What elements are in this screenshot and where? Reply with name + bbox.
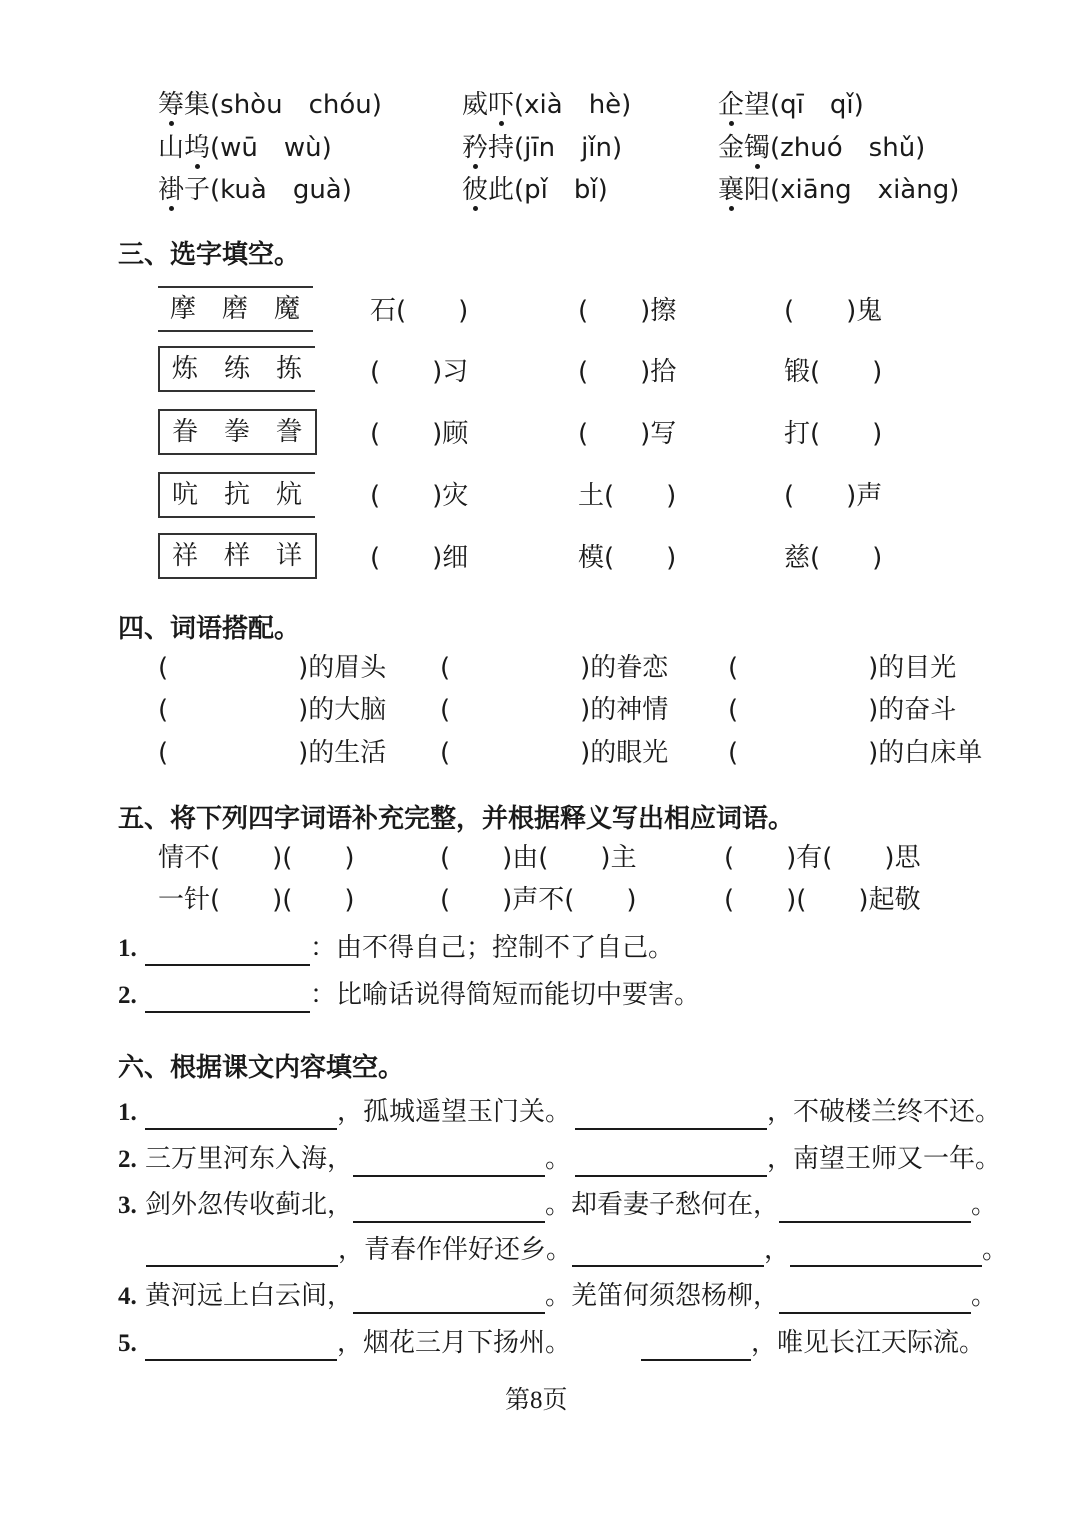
answer-blank — [145, 1104, 337, 1130]
answer-blank — [779, 1288, 971, 1314]
definition-line — [118, 931, 674, 966]
match-item: ( )的生活 — [158, 738, 387, 768]
char-box — [158, 472, 315, 518]
match-item: ( )的目光 — [728, 653, 957, 683]
pinyin-item — [462, 88, 631, 122]
match-item: ( )的眼光 — [440, 738, 669, 768]
answer-blank — [575, 1151, 767, 1177]
poem-text: 。羌笛何须怨杨柳， — [545, 1281, 780, 1311]
item-number: 2. — [118, 1146, 137, 1173]
pinyin-item — [718, 88, 864, 122]
answer-blank — [353, 1288, 545, 1314]
fill-item: ( )写 — [578, 419, 677, 449]
word: 山坞 — [158, 133, 211, 163]
pinyin-item — [158, 131, 332, 165]
emphasis-dot — [169, 206, 174, 211]
fill-item: 打( ) — [784, 419, 883, 449]
poem-text: ， — [764, 1235, 791, 1265]
emphasis-dot — [473, 206, 478, 211]
word: 襄阳 — [718, 175, 771, 205]
poem-text: 。 — [982, 1235, 1009, 1265]
answer-blank — [146, 1241, 338, 1267]
poem-line — [118, 1095, 1001, 1130]
pinyin-options: (wū wù) — [210, 133, 332, 163]
pinyin-options: (xià hè) — [514, 90, 632, 120]
pinyin-options: (zhuó shǔ) — [770, 133, 926, 163]
emphasis-dot — [195, 164, 200, 169]
pinyin-item — [462, 131, 622, 165]
poem-line — [146, 1233, 1008, 1267]
poem-text: 。却看妻子愁何在， — [545, 1190, 780, 1220]
item-number: 2. — [118, 982, 137, 1009]
poem-text: ，烟花三月下扬州。 — [337, 1328, 572, 1358]
answer-blank — [572, 1241, 764, 1267]
char: 详 — [276, 541, 303, 571]
pinyin-item — [158, 88, 382, 122]
emphasis-dot — [473, 164, 478, 169]
idiom-item: 情不( )( ) — [158, 843, 355, 873]
definition-text: ：比喻话说得简短而能切中要害。 — [310, 980, 701, 1010]
fill-item: 模( ) — [578, 543, 677, 573]
char-box — [158, 533, 317, 579]
answer-blank — [779, 1197, 971, 1223]
pinyin-item — [718, 131, 925, 165]
char-box — [158, 346, 315, 392]
item-number: 1. — [118, 1099, 137, 1126]
fill-item: ( )细 — [370, 543, 469, 573]
idiom-item: ( )由( )主 — [440, 843, 637, 873]
fill-item: ( )顾 — [370, 419, 469, 449]
poem-line — [118, 1142, 1001, 1177]
word: 威吓 — [462, 90, 515, 120]
idiom-item: 一针( )( ) — [158, 885, 355, 915]
char: 炕 — [276, 480, 303, 510]
fill-item: ( )灾 — [370, 481, 469, 511]
char: 拣 — [276, 354, 303, 384]
fill-item: ( )拾 — [578, 357, 677, 387]
char: 祥 — [172, 541, 199, 571]
poem-text: 剑外忽传收蓟北， — [145, 1190, 354, 1220]
emphasis-dot — [169, 121, 174, 126]
fill-item: 石( ) — [370, 296, 469, 326]
poem-text: 。 — [971, 1281, 998, 1311]
fill-item: 土( ) — [578, 481, 677, 511]
match-item: ( )的白床单 — [728, 738, 983, 768]
char: 样 — [224, 541, 251, 571]
word: 金镯 — [718, 133, 771, 163]
answer-blank — [145, 1335, 337, 1361]
answer-blank — [145, 940, 310, 966]
pinyin-item — [462, 173, 608, 207]
poem-text: 三万里河东入海， — [145, 1144, 354, 1174]
char: 磨 — [222, 294, 249, 324]
emphasis-dot — [755, 164, 760, 169]
pinyin-options: (kuà guà) — [210, 175, 352, 205]
item-number: 3. — [118, 1192, 137, 1219]
poem-text: 。 — [971, 1190, 998, 1220]
char: 抗 — [224, 480, 251, 510]
poem-text: 黄河远上白云间， — [145, 1281, 354, 1311]
char: 摩 — [170, 294, 197, 324]
word: 矜持 — [462, 133, 515, 163]
char: 誊 — [276, 417, 303, 447]
poem-text: ，青春作伴好还乡。 — [338, 1235, 573, 1265]
pinyin-item — [718, 173, 959, 207]
section-title-3: 三、选字填空。 — [118, 240, 301, 270]
match-item: ( )的神情 — [440, 695, 669, 725]
word: 褂子 — [158, 175, 211, 205]
char-box — [158, 409, 317, 455]
pinyin-item — [158, 173, 352, 207]
char: 炼 — [172, 354, 199, 384]
match-item: ( )的大脑 — [158, 695, 387, 725]
answer-blank — [353, 1197, 545, 1223]
poem-text: ，孤城遥望玉门关。 — [337, 1097, 572, 1127]
section-title-5: 五、将下列四字词语补充完整，并根据释义写出相应词语。 — [118, 804, 795, 834]
definition-line — [118, 978, 700, 1013]
char: 吭 — [172, 480, 199, 510]
idiom-item: ( )声不( ) — [440, 885, 637, 915]
poem-text: ，唯见长江天际流。 — [751, 1328, 986, 1358]
answer-blank — [575, 1104, 767, 1130]
pinyin-options: (pǐ bǐ) — [514, 175, 608, 205]
word: 企望 — [718, 90, 771, 120]
section-title-6: 六、根据课文内容填空。 — [118, 1053, 405, 1083]
page-number: 第8页 — [505, 1387, 568, 1414]
poem-text: 。 — [545, 1144, 572, 1174]
section-title-4: 四、词语搭配。 — [118, 614, 301, 644]
pinyin-options: (qī qǐ) — [770, 90, 864, 120]
pinyin-options: (jīn jǐn) — [514, 133, 623, 163]
item-number: 4. — [118, 1283, 137, 1310]
fill-item: ( )声 — [784, 481, 883, 511]
char: 练 — [224, 354, 251, 384]
fill-item: ( )鬼 — [784, 296, 883, 326]
match-item: ( )的眉头 — [158, 653, 387, 683]
word: 筹集 — [158, 90, 211, 120]
char: 眷 — [172, 417, 199, 447]
fill-item: 锻( ) — [784, 357, 883, 387]
poem-line — [118, 1188, 997, 1223]
match-item: ( )的奋斗 — [728, 695, 957, 725]
char: 魔 — [274, 294, 301, 324]
answer-blank — [145, 987, 310, 1013]
emphasis-dot — [729, 121, 734, 126]
word: 彼此 — [462, 175, 515, 205]
fill-item: ( )擦 — [578, 296, 677, 326]
poem-text: ，不破楼兰终不还。 — [767, 1097, 1002, 1127]
match-item: ( )的眷恋 — [440, 653, 669, 683]
pinyin-options: (xiāng xiàng) — [770, 175, 960, 205]
fill-item: ( )习 — [370, 357, 469, 387]
poem-line — [118, 1279, 997, 1314]
poem-text: ，南望王师又一年。 — [767, 1144, 1002, 1174]
definition-text: ：由不得自己；控制不了自己。 — [310, 933, 675, 963]
idiom-item: ( )有( )思 — [724, 843, 921, 873]
answer-blank — [641, 1335, 751, 1361]
answer-blank — [790, 1241, 982, 1267]
fill-item: 慈( ) — [784, 543, 883, 573]
emphasis-dot — [499, 121, 504, 126]
item-number: 5. — [118, 1330, 137, 1357]
char: 拳 — [224, 417, 251, 447]
char-box — [158, 286, 313, 332]
poem-line — [118, 1326, 985, 1361]
item-number: 1. — [118, 935, 137, 962]
idiom-item: ( )( )起敬 — [724, 885, 921, 915]
pinyin-options: (shòu chóu) — [210, 90, 382, 120]
answer-blank — [353, 1151, 545, 1177]
emphasis-dot — [729, 206, 734, 211]
